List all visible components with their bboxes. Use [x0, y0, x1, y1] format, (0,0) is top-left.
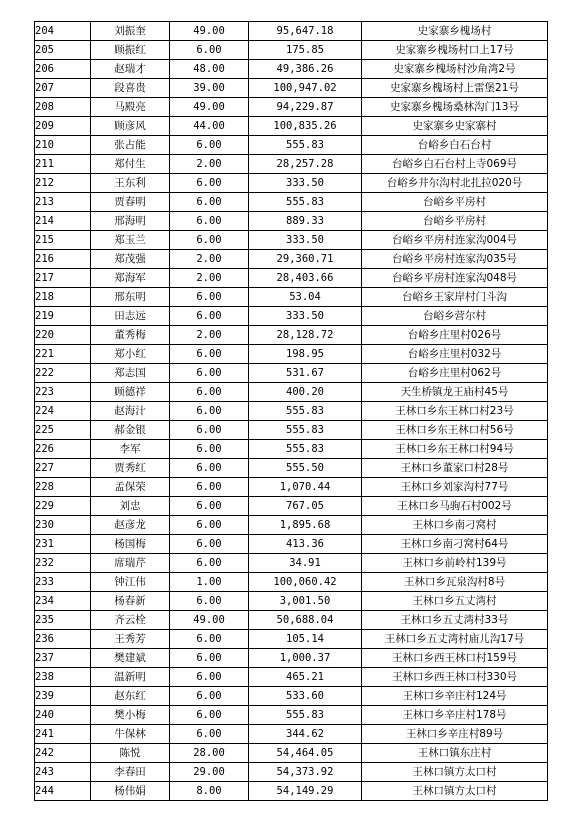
record-area-cell: 28.00	[170, 744, 249, 763]
record-area-cell: 39.00	[170, 79, 249, 98]
table-row	[35, 212, 548, 231]
record-name-cell: 贾春明	[91, 193, 170, 212]
record-name-cell: 李春田	[91, 763, 170, 782]
table-row	[35, 459, 548, 478]
table-row	[35, 497, 548, 516]
table-row	[35, 668, 548, 687]
table-row	[35, 554, 548, 573]
record-amount-cell: 400.20	[249, 383, 362, 402]
record-name-cell: 杨春新	[91, 592, 170, 611]
record-address-cell: 史家寨乡槐场村口上17号	[362, 41, 548, 60]
record-area-cell: 6.00	[170, 668, 249, 687]
record-area-cell: 6.00	[170, 554, 249, 573]
record-amount-cell: 94,229.87	[249, 98, 362, 117]
table-row	[35, 725, 548, 744]
record-amount-cell: 767.05	[249, 497, 362, 516]
record-id-cell: 218	[35, 288, 91, 307]
record-area-cell: 6.00	[170, 231, 249, 250]
record-area-cell: 6.00	[170, 706, 249, 725]
record-id-cell: 217	[35, 269, 91, 288]
record-address-cell: 王林口乡五丈湾村33号	[362, 611, 548, 630]
record-area-cell: 6.00	[170, 174, 249, 193]
record-area-cell: 6.00	[170, 516, 249, 535]
table-row	[35, 649, 548, 668]
record-area-cell: 6.00	[170, 725, 249, 744]
record-amount-cell: 53.04	[249, 288, 362, 307]
table-row	[35, 516, 548, 535]
record-amount-cell: 28,257.28	[249, 155, 362, 174]
record-id-cell: 243	[35, 763, 91, 782]
record-address-cell: 王林口乡五丈湾村	[362, 592, 548, 611]
record-id-cell: 225	[35, 421, 91, 440]
record-amount-cell: 555.83	[249, 421, 362, 440]
record-address-cell: 台峪乡庄里村032号	[362, 345, 548, 364]
record-id-cell: 214	[35, 212, 91, 231]
record-amount-cell: 100,060.42	[249, 573, 362, 592]
table-row	[35, 535, 548, 554]
record-address-cell: 王林口乡东王林口村56号	[362, 421, 548, 440]
record-name-cell: 郑志国	[91, 364, 170, 383]
record-id-cell: 227	[35, 459, 91, 478]
record-amount-cell: 333.50	[249, 231, 362, 250]
record-area-cell: 44.00	[170, 117, 249, 136]
record-name-cell: 钟江伟	[91, 573, 170, 592]
record-name-cell: 刘振奎	[91, 22, 170, 41]
record-amount-cell: 533.60	[249, 687, 362, 706]
record-address-cell: 台峪乡平房村	[362, 212, 548, 231]
record-area-cell: 6.00	[170, 41, 249, 60]
record-id-cell: 216	[35, 250, 91, 269]
table-row	[35, 364, 548, 383]
record-amount-cell: 100,835.26	[249, 117, 362, 136]
record-id-cell: 221	[35, 345, 91, 364]
record-amount-cell: 54,373.92	[249, 763, 362, 782]
record-id-cell: 222	[35, 364, 91, 383]
record-id-cell: 236	[35, 630, 91, 649]
record-address-cell: 王林口乡西王林口村330号	[362, 668, 548, 687]
table-row	[35, 611, 548, 630]
record-area-cell: 6.00	[170, 649, 249, 668]
record-area-cell: 6.00	[170, 288, 249, 307]
record-amount-cell: 555.50	[249, 459, 362, 478]
record-id-cell: 211	[35, 155, 91, 174]
record-area-cell: 6.00	[170, 478, 249, 497]
record-name-cell: 段喜贵	[91, 79, 170, 98]
record-address-cell: 王林口乡刘家沟村77号	[362, 478, 548, 497]
record-area-cell: 6.00	[170, 592, 249, 611]
record-area-cell: 2.00	[170, 326, 249, 345]
record-id-cell: 226	[35, 440, 91, 459]
record-address-cell: 王林口乡辛庄村124号	[362, 687, 548, 706]
record-id-cell: 234	[35, 592, 91, 611]
record-id-cell: 244	[35, 782, 91, 801]
record-id-cell: 229	[35, 497, 91, 516]
table-row	[35, 288, 548, 307]
record-name-cell: 郑小红	[91, 345, 170, 364]
record-address-cell: 王林口乡董家口村28号	[362, 459, 548, 478]
record-name-cell: 郑付生	[91, 155, 170, 174]
record-address-cell: 台峪乡平房村连家沟048号	[362, 269, 548, 288]
record-area-cell: 2.00	[170, 155, 249, 174]
record-name-cell: 赵瑞才	[91, 60, 170, 79]
record-amount-cell: 100,947.02	[249, 79, 362, 98]
record-address-cell: 王林口乡南刁窝村64号	[362, 535, 548, 554]
record-address-cell: 王林口乡东王林口村23号	[362, 402, 548, 421]
record-name-cell: 李军	[91, 440, 170, 459]
table-row	[35, 383, 548, 402]
record-area-cell: 29.00	[170, 763, 249, 782]
record-address-cell: 王林口乡西王林口村159号	[362, 649, 548, 668]
record-name-cell: 杨国梅	[91, 535, 170, 554]
table-row	[35, 174, 548, 193]
table-row	[35, 402, 548, 421]
record-id-cell: 224	[35, 402, 91, 421]
record-address-cell: 史家寨乡史家寨村	[362, 117, 548, 136]
record-address-cell: 王林口乡东王林口村94号	[362, 440, 548, 459]
record-id-cell: 212	[35, 174, 91, 193]
record-amount-cell: 413.36	[249, 535, 362, 554]
document-page	[34, 21, 547, 801]
record-area-cell: 49.00	[170, 22, 249, 41]
table-row	[35, 478, 548, 497]
record-area-cell: 6.00	[170, 440, 249, 459]
record-id-cell: 205	[35, 41, 91, 60]
record-name-cell: 邢东明	[91, 288, 170, 307]
record-amount-cell: 54,149.29	[249, 782, 362, 801]
record-name-cell: 郑玉兰	[91, 231, 170, 250]
record-address-cell: 史家寨乡槐场村沙角湾2号	[362, 60, 548, 79]
record-address-cell: 台峪乡庄里村026号	[362, 326, 548, 345]
table-row	[35, 326, 548, 345]
table-row	[35, 440, 548, 459]
record-address-cell: 台峪乡营尔村	[362, 307, 548, 326]
record-amount-cell: 28,403.66	[249, 269, 362, 288]
record-name-cell: 牛保林	[91, 725, 170, 744]
record-area-cell: 6.00	[170, 307, 249, 326]
record-name-cell: 赵东红	[91, 687, 170, 706]
record-address-cell: 台峪乡白石台村上寺069号	[362, 155, 548, 174]
record-amount-cell: 1,895.68	[249, 516, 362, 535]
record-id-cell: 232	[35, 554, 91, 573]
record-area-cell: 6.00	[170, 687, 249, 706]
table-row	[35, 782, 548, 801]
record-area-cell: 49.00	[170, 98, 249, 117]
record-name-cell: 马殿亮	[91, 98, 170, 117]
record-amount-cell: 3,001.50	[249, 592, 362, 611]
record-name-cell: 樊建斌	[91, 649, 170, 668]
table-row	[35, 60, 548, 79]
table-row	[35, 744, 548, 763]
record-address-cell: 台峪乡庄里村062号	[362, 364, 548, 383]
table-row	[35, 98, 548, 117]
record-name-cell: 贾秀红	[91, 459, 170, 478]
record-amount-cell: 105.14	[249, 630, 362, 649]
record-amount-cell: 344.62	[249, 725, 362, 744]
record-area-cell: 2.00	[170, 250, 249, 269]
record-name-cell: 王秀芳	[91, 630, 170, 649]
record-address-cell: 王林口乡前岭村139号	[362, 554, 548, 573]
record-name-cell: 田志远	[91, 307, 170, 326]
record-area-cell: 6.00	[170, 535, 249, 554]
table-row	[35, 269, 548, 288]
record-amount-cell: 555.83	[249, 136, 362, 155]
record-id-cell: 219	[35, 307, 91, 326]
record-address-cell: 王林口镇方太口村	[362, 763, 548, 782]
record-amount-cell: 95,647.18	[249, 22, 362, 41]
table-row	[35, 573, 548, 592]
record-name-cell: 赵海汁	[91, 402, 170, 421]
record-id-cell: 239	[35, 687, 91, 706]
record-id-cell: 220	[35, 326, 91, 345]
record-id-cell: 223	[35, 383, 91, 402]
record-name-cell: 顾彦风	[91, 117, 170, 136]
record-id-cell: 204	[35, 22, 91, 41]
record-area-cell: 49.00	[170, 611, 249, 630]
table-row	[35, 687, 548, 706]
record-amount-cell: 465.21	[249, 668, 362, 687]
record-id-cell: 206	[35, 60, 91, 79]
record-id-cell: 213	[35, 193, 91, 212]
record-address-cell: 台峪乡平房村	[362, 193, 548, 212]
record-amount-cell: 49,386.26	[249, 60, 362, 79]
table-row	[35, 79, 548, 98]
record-address-cell: 王林口镇方太口村	[362, 782, 548, 801]
table-row	[35, 592, 548, 611]
record-id-cell: 215	[35, 231, 91, 250]
record-amount-cell: 175.85	[249, 41, 362, 60]
record-name-cell: 顾德祥	[91, 383, 170, 402]
record-address-cell: 王林口乡南刁窝村	[362, 516, 548, 535]
record-amount-cell: 555.83	[249, 193, 362, 212]
record-name-cell: 郑海军	[91, 269, 170, 288]
record-address-cell: 台峪乡平房村连家沟004号	[362, 231, 548, 250]
table-row	[35, 345, 548, 364]
record-name-cell: 樊小梅	[91, 706, 170, 725]
record-area-cell: 6.00	[170, 421, 249, 440]
table-row	[35, 307, 548, 326]
table-row	[35, 421, 548, 440]
record-id-cell: 233	[35, 573, 91, 592]
record-name-cell: 赵彦龙	[91, 516, 170, 535]
table-row	[35, 231, 548, 250]
record-amount-cell: 1,070.44	[249, 478, 362, 497]
record-amount-cell: 34.91	[249, 554, 362, 573]
record-area-cell: 6.00	[170, 364, 249, 383]
record-name-cell: 郑茂强	[91, 250, 170, 269]
record-address-cell: 王林口乡辛庄村178号	[362, 706, 548, 725]
record-id-cell: 240	[35, 706, 91, 725]
table-row	[35, 22, 548, 41]
table-row	[35, 41, 548, 60]
record-amount-cell: 28,128.72	[249, 326, 362, 345]
record-id-cell: 210	[35, 136, 91, 155]
record-area-cell: 6.00	[170, 345, 249, 364]
record-area-cell: 8.00	[170, 782, 249, 801]
record-name-cell: 郝金银	[91, 421, 170, 440]
record-area-cell: 6.00	[170, 459, 249, 478]
record-name-cell: 张占能	[91, 136, 170, 155]
record-address-cell: 史家寨乡槐场村	[362, 22, 548, 41]
table-row	[35, 136, 548, 155]
record-id-cell: 208	[35, 98, 91, 117]
table-row	[35, 117, 548, 136]
record-name-cell: 邢海明	[91, 212, 170, 231]
record-id-cell: 231	[35, 535, 91, 554]
record-address-cell: 台峪乡平房村连家沟035号	[362, 250, 548, 269]
record-address-cell: 王林口乡辛庄村89号	[362, 725, 548, 744]
record-name-cell: 顾振红	[91, 41, 170, 60]
record-address-cell: 王林口乡五丈湾村庙儿沟17号	[362, 630, 548, 649]
record-id-cell: 242	[35, 744, 91, 763]
record-address-cell: 史家寨乡槐场桑林沟门13号	[362, 98, 548, 117]
record-name-cell: 孟保荣	[91, 478, 170, 497]
record-address-cell: 台峪乡王家岸村门斗沟	[362, 288, 548, 307]
record-id-cell: 230	[35, 516, 91, 535]
record-id-cell: 235	[35, 611, 91, 630]
record-amount-cell: 555.83	[249, 402, 362, 421]
record-address-cell: 台峪乡白石台村	[362, 136, 548, 155]
record-area-cell: 6.00	[170, 383, 249, 402]
record-address-cell: 王林口镇东庄村	[362, 744, 548, 763]
record-id-cell: 209	[35, 117, 91, 136]
record-address-cell: 王林口乡瓦泉沟村8号	[362, 573, 548, 592]
record-address-cell: 王林口乡马驹石村002号	[362, 497, 548, 516]
record-address-cell: 台峪乡井尔沟村北扎拉020号	[362, 174, 548, 193]
record-amount-cell: 889.33	[249, 212, 362, 231]
record-amount-cell: 531.67	[249, 364, 362, 383]
table-row	[35, 763, 548, 782]
record-area-cell: 1.00	[170, 573, 249, 592]
record-area-cell: 6.00	[170, 212, 249, 231]
record-address-cell: 天生桥镇龙王庙村45号	[362, 383, 548, 402]
record-amount-cell: 555.83	[249, 440, 362, 459]
record-amount-cell: 29,360.71	[249, 250, 362, 269]
record-area-cell: 6.00	[170, 193, 249, 212]
record-id-cell: 207	[35, 79, 91, 98]
record-id-cell: 237	[35, 649, 91, 668]
record-name-cell: 席瑞芹	[91, 554, 170, 573]
record-id-cell: 228	[35, 478, 91, 497]
record-amount-cell: 1,000.37	[249, 649, 362, 668]
record-amount-cell: 50,688.04	[249, 611, 362, 630]
record-area-cell: 6.00	[170, 402, 249, 421]
record-amount-cell: 54,464.05	[249, 744, 362, 763]
record-amount-cell: 333.50	[249, 307, 362, 326]
record-name-cell: 齐云栓	[91, 611, 170, 630]
record-name-cell: 温新明	[91, 668, 170, 687]
record-name-cell: 陈悦	[91, 744, 170, 763]
record-id-cell: 238	[35, 668, 91, 687]
table-row	[35, 193, 548, 212]
record-name-cell: 刘忠	[91, 497, 170, 516]
record-name-cell: 杨伟娟	[91, 782, 170, 801]
record-area-cell: 48.00	[170, 60, 249, 79]
record-address-cell: 史家寨乡槐场村上雷堡21号	[362, 79, 548, 98]
records-table	[34, 21, 548, 801]
record-area-cell: 6.00	[170, 497, 249, 516]
record-area-cell: 6.00	[170, 630, 249, 649]
record-amount-cell: 198.95	[249, 345, 362, 364]
record-name-cell: 王东利	[91, 174, 170, 193]
table-row	[35, 706, 548, 725]
record-amount-cell: 333.50	[249, 174, 362, 193]
table-row	[35, 630, 548, 649]
record-id-cell: 241	[35, 725, 91, 744]
record-area-cell: 2.00	[170, 269, 249, 288]
table-row	[35, 155, 548, 174]
record-amount-cell: 555.83	[249, 706, 362, 725]
table-row	[35, 250, 548, 269]
record-name-cell: 董秀梅	[91, 326, 170, 345]
record-area-cell: 6.00	[170, 136, 249, 155]
records-table-body	[35, 22, 548, 801]
